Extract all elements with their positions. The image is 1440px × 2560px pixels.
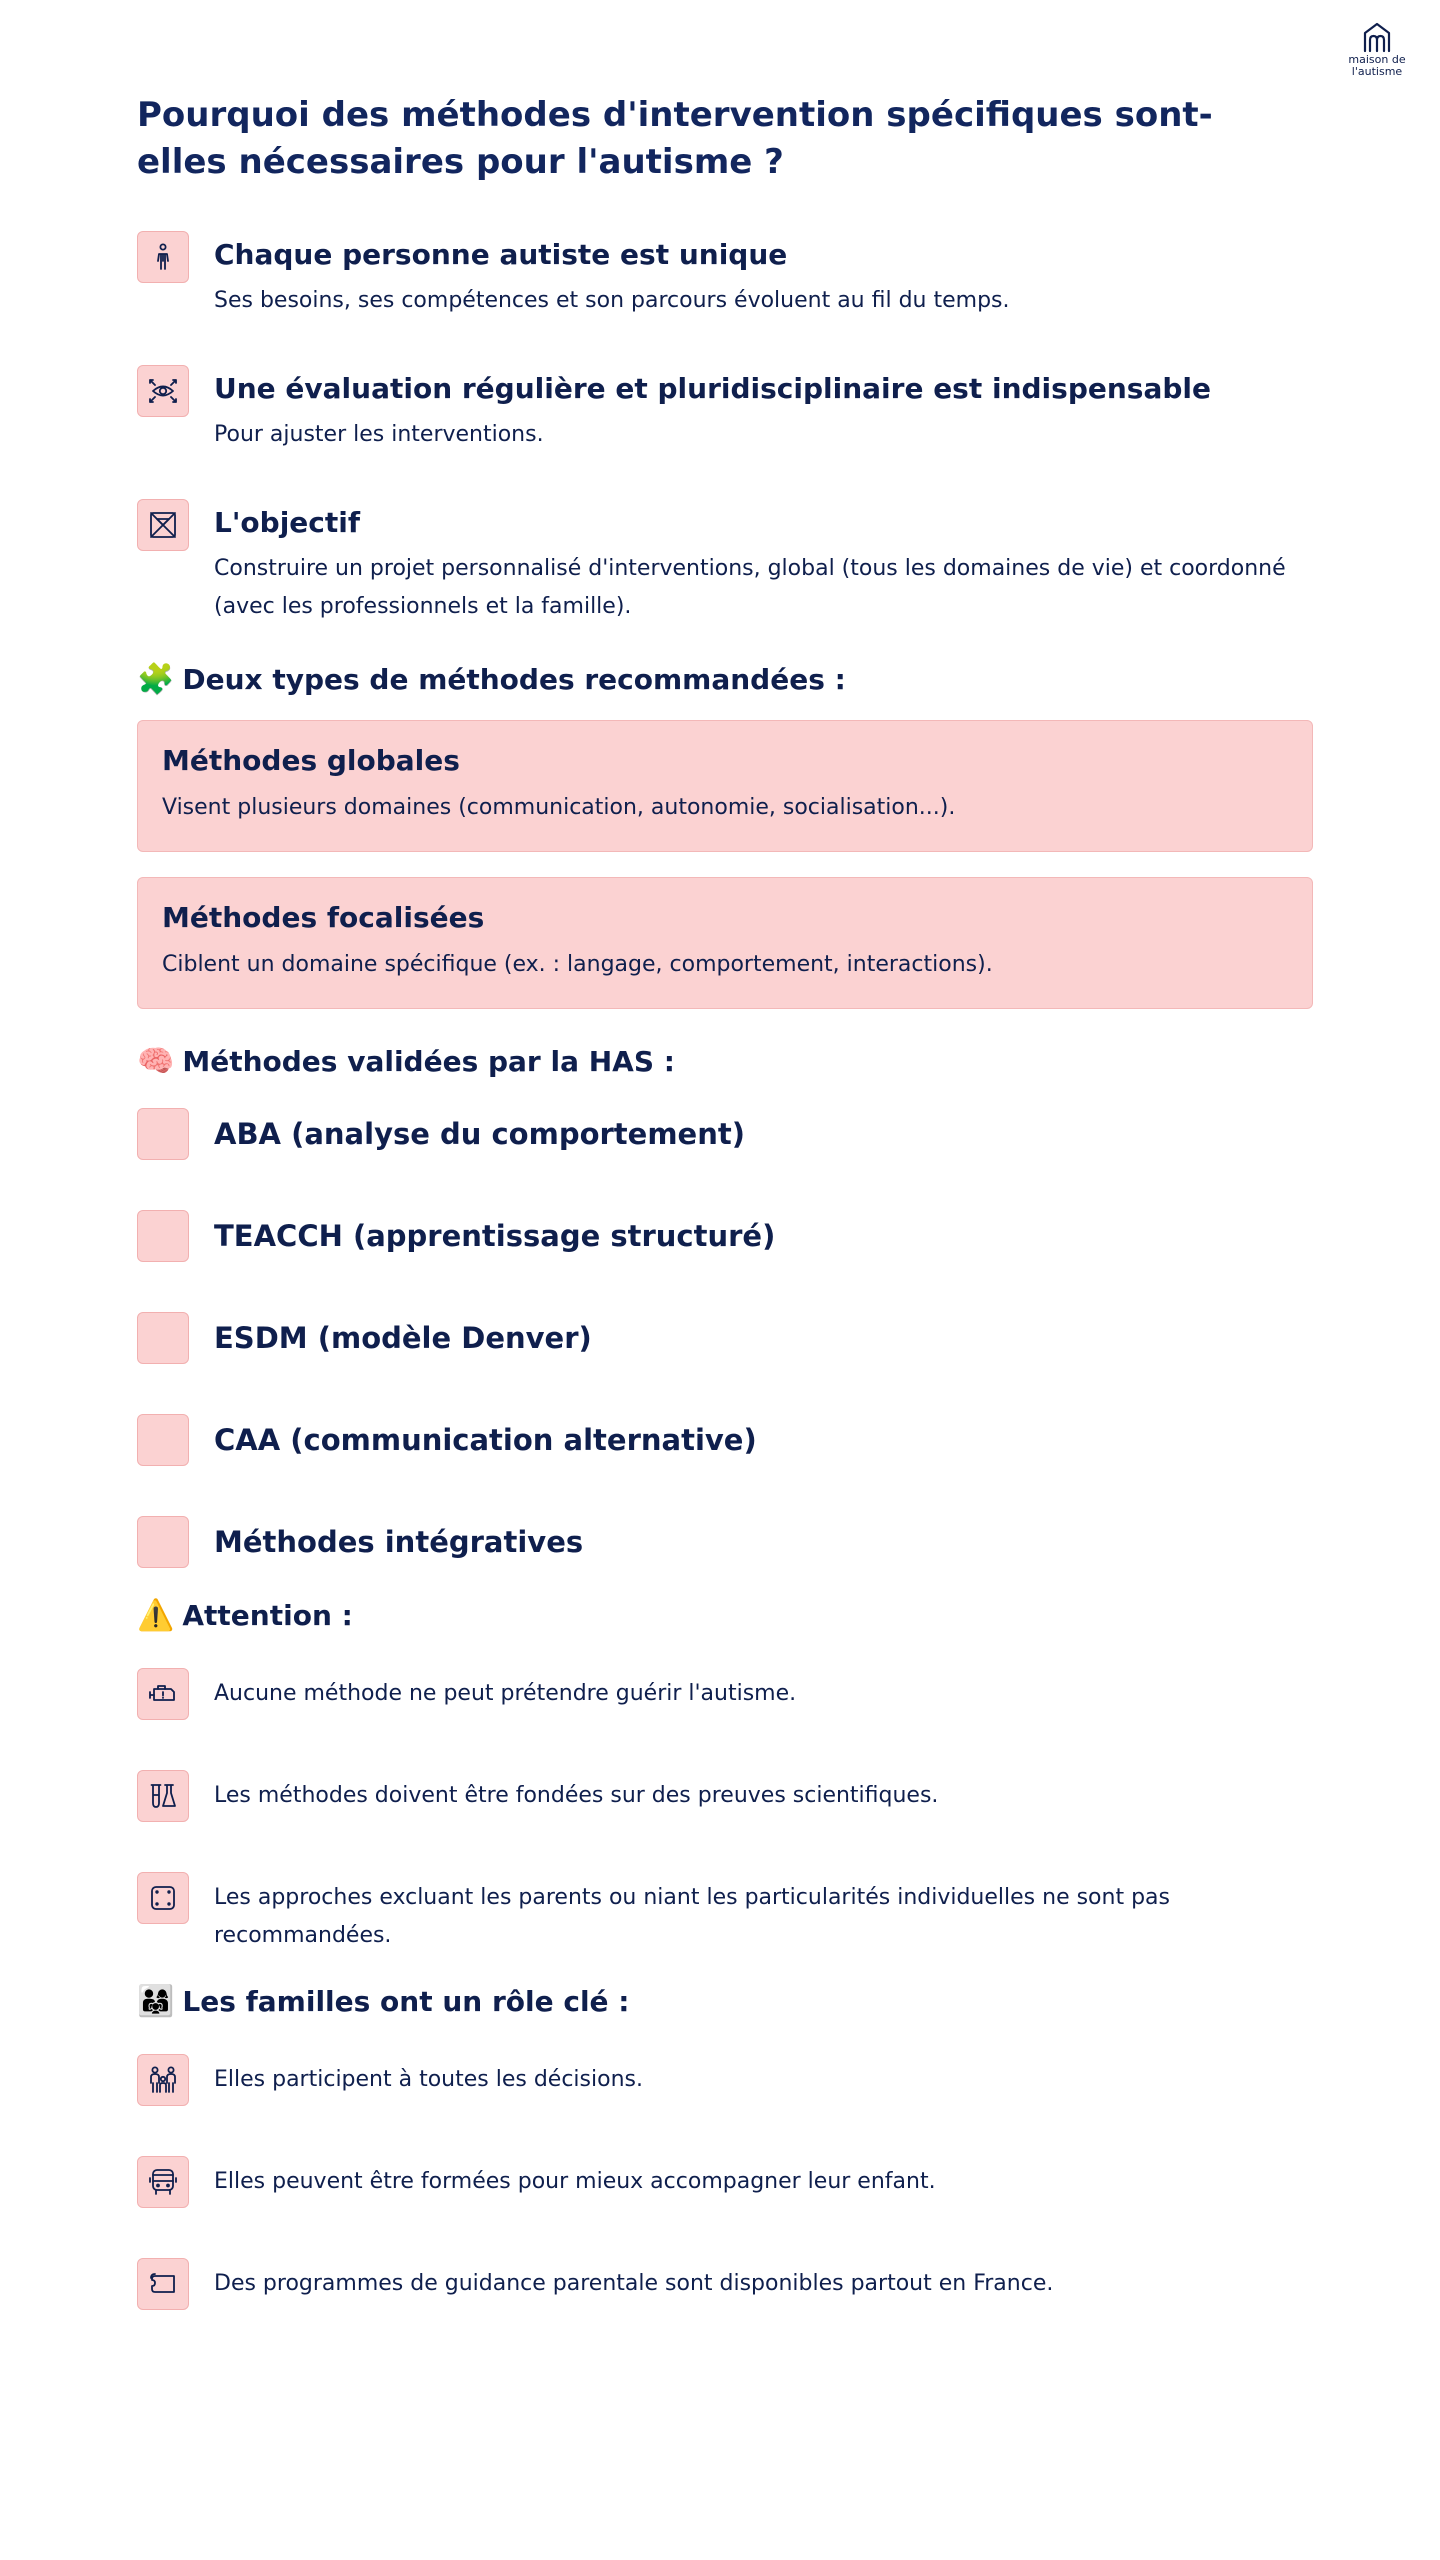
has-item-label: ESDM (modèle Denver) [214,1321,592,1355]
logo-text-line2: l'autisme [1351,65,1403,78]
card-focused-methods [137,877,1313,1009]
family-text: Elles participent à toutes les décisions. [214,2067,643,2092]
family-item [137,2258,1313,2310]
has-icon-box [137,1108,189,1160]
has-item-label: TEACCH (apprentissage structuré) [214,1219,776,1253]
attention-icon-box [137,1668,189,1720]
section-heading-text: Méthodes validées par la HAS : [182,1045,675,1078]
ticket-icon [147,2268,179,2300]
has-item-label: CAA (communication alternative) [214,1423,757,1457]
intro-description: Ses besoins, ses compétences et son parcours évoluent au fil du temps. [214,288,1010,313]
intro-icon-box [137,231,189,283]
section-heading-types [137,662,1313,698]
house-logo-icon [1360,20,1394,54]
person-icon [147,241,179,273]
section-heading-text: Deux types de méthodes recommandées : [182,663,846,696]
has-item-esdm [137,1312,1313,1364]
section-heading-attention [137,1598,1313,1634]
family-item [137,2156,1313,2208]
has-icon-box [137,1312,189,1364]
warning-icon: ⚠️ [137,1598,175,1633]
has-item-teacch [137,1210,1313,1262]
intro-icon-box [137,499,189,551]
has-item-integrative [137,1516,1313,1568]
card-title: Méthodes globales [162,744,460,777]
family-icon-box [137,2258,189,2310]
family-icon [147,2064,179,2096]
attention-text: Les méthodes doivent être fondées sur des preuves scientifiques. [214,1783,939,1808]
intro-description: Construire un projet personnalisé d'interventions, global (tous les domaines de vie) et coordonné (avec les professionnels et la famille). [214,556,1286,619]
intro-item-objective [137,499,1313,626]
intro-item-unique [137,231,1313,320]
attention-item [137,1872,1313,1955]
has-item-caa [137,1414,1313,1466]
main-content [137,92,1313,2310]
card-global-methods [137,720,1313,852]
intro-title: Une évaluation régulière et pluridisciplinaire est indispensable [214,372,1211,405]
section-heading-text: Les familles ont un rôle clé : [182,1985,630,2018]
has-item-label: Méthodes intégratives [214,1525,584,1559]
target-icon [147,509,179,541]
family-text: Des programmes de guidance parentale sont disponibles partout en France. [214,2271,1054,2296]
logo-text-line1: maison de [1348,53,1406,66]
attention-item [137,1770,1313,1822]
intro-description: Pour ajuster les interventions. [214,422,544,447]
flask-icon [147,1780,179,1812]
brain-icon: 🧠 [137,1044,175,1079]
has-icon-box [137,1516,189,1568]
attention-text: Les approches excluant les parents ou niant les particularités individuelles ne sont pas recommandées. [214,1885,1170,1948]
family-item [137,2054,1313,2106]
card-title: Méthodes focalisées [162,901,485,934]
attention-text: Aucune méthode ne peut prétendre guérir l'autisme. [214,1681,797,1706]
intro-title: Chaque personne autiste est unique [214,238,788,271]
intro-icon-box [137,365,189,417]
family-text: Elles peuvent être formées pour mieux accompagner leur enfant. [214,2169,936,2194]
bus-icon [147,2166,179,2198]
family-emoji-icon: 👨‍👩‍👧 [137,1984,175,2019]
attention-icon-box [137,1872,189,1924]
square-frame-icon [147,1882,179,1914]
has-item-aba [137,1108,1313,1160]
has-icon-box [137,1414,189,1466]
intro-title: L'objectif [214,506,361,539]
family-icon-box [137,2054,189,2106]
section-heading-text: Attention : [182,1599,353,1632]
card-description: Ciblent un domaine spécifique (ex. : langage, comportement, interactions). [162,952,993,977]
family-icon-box [137,2156,189,2208]
puzzle-icon: 🧩 [137,662,175,697]
section-heading-has [137,1044,1313,1080]
warning-engine-icon [147,1678,179,1710]
attention-item [137,1668,1313,1720]
page-title: Pourquoi des méthodes d'intervention spécifiques sont-elles nécessaires pour l'autisme ? [137,95,1213,182]
brand-logo[interactable] [1344,20,1410,78]
attention-icon-box [137,1770,189,1822]
card-description: Visent plusieurs domaines (communication, autonomie, socialisation...). [162,795,956,820]
eye-focus-icon [147,375,179,407]
has-icon-box [137,1210,189,1262]
section-heading-families [137,1984,1313,2020]
has-item-label: ABA (analyse du comportement) [214,1117,745,1151]
intro-item-evaluation [137,365,1313,454]
